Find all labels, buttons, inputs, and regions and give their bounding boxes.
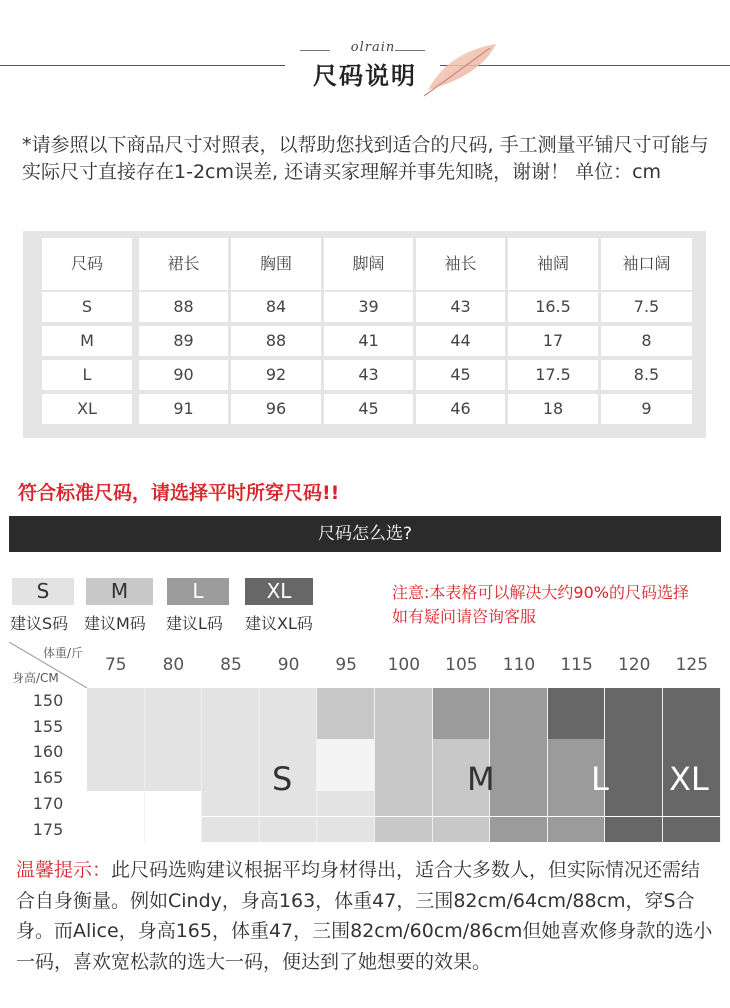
grid-cell <box>663 817 721 843</box>
page-title: 尺码说明 <box>313 62 417 90</box>
size-table-cell: 84 <box>231 292 321 322</box>
legend-swatch-m: M <box>86 578 153 605</box>
size-table-cell: 92 <box>231 360 321 390</box>
grid-zone-label-l: L <box>591 760 609 798</box>
grid-weight-header: 125 <box>675 655 709 675</box>
tip-label: 温馨提示： <box>16 859 112 881</box>
grid-cell <box>145 765 203 791</box>
grid-cell <box>87 791 145 817</box>
grid-zone-label-s: S <box>272 760 293 798</box>
grid-cell <box>260 714 318 740</box>
size-table-cell: 88 <box>231 326 321 356</box>
size-table-cell: M <box>42 326 132 356</box>
size-table-header-cell: 尺码 <box>42 238 132 290</box>
grid-cell <box>375 688 433 714</box>
grid-height-label: 175 <box>32 819 64 839</box>
grid-cell <box>87 714 145 740</box>
grid-cell <box>433 714 491 740</box>
size-table-cell: 9 <box>601 394 692 424</box>
grid-cell <box>375 791 433 817</box>
size-table-cell: 16.5 <box>508 292 598 322</box>
grid-cell <box>605 765 663 791</box>
size-table-cell: 89 <box>139 326 228 356</box>
grid-cell <box>548 817 606 843</box>
size-table-header-cell: 脚阔 <box>324 238 413 290</box>
grid-cell <box>375 817 433 843</box>
grid-weight-header: 105 <box>445 655 478 675</box>
grid-cell <box>375 714 433 740</box>
legend-label-l: 建议L码 <box>166 614 223 633</box>
size-guide-bar: 尺码怎么选? <box>9 516 721 552</box>
size-table-cell: 46 <box>416 394 505 424</box>
size-table-cell: 43 <box>416 292 505 322</box>
grid-cell <box>317 739 375 765</box>
grid-cell <box>663 714 721 740</box>
grid-cell <box>375 739 433 765</box>
grid-cell <box>87 765 145 791</box>
grid-cell <box>202 688 260 714</box>
grid-height-axis-label: 身高/CM <box>12 671 59 685</box>
size-table-cell: 17.5 <box>508 360 598 390</box>
grid-weight-header: 75 <box>104 655 127 675</box>
grid-cell <box>663 688 721 714</box>
size-table-cell: 7.5 <box>601 292 692 322</box>
grid-cell <box>87 739 145 765</box>
grid-cell <box>202 739 260 765</box>
grid-cell <box>145 739 203 765</box>
grid-cell <box>605 791 663 817</box>
size-table-header-cell: 胸围 <box>231 238 321 290</box>
notice-line-2: 如有疑问请咨询客服 <box>392 607 537 626</box>
size-table-cell: 17 <box>508 326 598 356</box>
feather-icon <box>420 38 500 98</box>
size-table-header-cell: 袖口阔 <box>601 238 692 290</box>
size-table-cell: S <box>42 292 132 322</box>
size-table-row <box>42 292 692 322</box>
size-table-cell: XL <box>42 394 132 424</box>
grid-cell <box>87 688 145 714</box>
brand-dash-left <box>300 50 330 51</box>
grid-cell <box>87 817 145 843</box>
grid-cell <box>605 688 663 714</box>
grid-weight-header: 80 <box>162 655 185 675</box>
size-table-cell: L <box>42 360 132 390</box>
grid-weight-header: 90 <box>277 655 300 675</box>
legend-label-m: 建议M码 <box>84 614 146 633</box>
grid-zone-label-m: M <box>467 760 495 798</box>
grid-cell <box>605 714 663 740</box>
size-table-cell: 44 <box>416 326 505 356</box>
legend-label-xl: 建议XL码 <box>245 614 313 633</box>
grid-cell <box>490 688 548 714</box>
grid-height-label: 170 <box>32 793 64 813</box>
size-table-cell: 18 <box>508 394 598 424</box>
grid-height-label: 150 <box>32 691 64 710</box>
grid-cell <box>202 817 260 843</box>
size-table-header-cell: 裙长 <box>139 238 228 290</box>
grid-weight-header: 120 <box>617 655 651 675</box>
size-recommendation-grid <box>9 642 721 842</box>
legend-label-s: 建议S码 <box>10 614 69 633</box>
grid-cell <box>317 791 375 817</box>
size-table-cell: 39 <box>324 292 413 322</box>
size-table-header <box>42 238 692 290</box>
grid-cell <box>375 765 433 791</box>
grid-cell <box>433 688 491 714</box>
size-table-cell: 8 <box>601 326 692 356</box>
grid-cell <box>202 714 260 740</box>
grid-cell <box>490 739 548 765</box>
grid-cell <box>490 765 548 791</box>
standard-size-note: 符合标准尺码，请选择平时所穿尺码!! <box>18 482 340 504</box>
tip-text: 此尺码选购建议根据平均身材得出，适合大多数人，但实际情况还需结合自身衡量。例如Cindy，身高163，体重47，三围82cm/64cm/88cm，穿S合身。而Alice，身高165，体重47，三围82cm/60cm/86cm但她喜欢修身款的选小一码，喜欢宽松款的选大一码，便达到了她想要的效果。 <box>16 859 713 973</box>
grid-cell <box>548 714 606 740</box>
legend-swatch-xl: XL <box>245 578 313 605</box>
grid-height-label: 155 <box>32 716 64 736</box>
size-table-cell: 8.5 <box>601 360 692 390</box>
notice-line-1: 注意:本表格可以解决大约90%的尺码选择 <box>392 583 689 602</box>
grid-zone-label-xl: XL <box>669 760 709 798</box>
legend-swatch-s: S <box>12 578 74 605</box>
grid-cell <box>202 791 260 817</box>
grid-corner <box>9 642 87 688</box>
size-table-row <box>42 394 692 424</box>
size-table-cell: 88 <box>139 292 228 322</box>
grid-cell <box>490 791 548 817</box>
header-divider-left <box>0 65 285 66</box>
grid-weight-header: 115 <box>560 655 593 675</box>
size-table-cell: 41 <box>324 326 413 356</box>
size-table-header-cell: 袖长 <box>416 238 505 290</box>
size-table-cell: 90 <box>139 360 228 390</box>
grid-cell <box>317 817 375 843</box>
grid-cell <box>202 765 260 791</box>
grid-cell <box>260 688 318 714</box>
grid-cell <box>145 791 203 817</box>
brand-logo: olrain <box>350 40 396 55</box>
size-table-cell: 45 <box>416 360 505 390</box>
grid-weight-header: 100 <box>387 655 421 675</box>
grid-cell <box>605 817 663 843</box>
intro-text: *请参照以下商品尺寸对照表，以帮助您找到适合的尺码, 手工测量平铺尺寸可能与实际尺寸直接存在1-2cm误差, 还请买家理解并事先知晓，谢谢！ 单位：cm <box>22 134 709 183</box>
size-table-header-cell: 袖阔 <box>508 238 598 290</box>
grid-cell <box>605 739 663 765</box>
grid-cell <box>145 817 203 843</box>
grid-cell <box>317 765 375 791</box>
size-table-row <box>42 360 692 390</box>
grid-cell <box>548 688 606 714</box>
grid-weight-header: 85 <box>220 655 242 675</box>
tip-paragraph <box>16 855 716 977</box>
size-table-cell: 91 <box>139 394 228 424</box>
size-table-cell: 43 <box>324 360 413 390</box>
grid-cell <box>433 817 491 843</box>
grid-cell <box>317 688 375 714</box>
size-table-cell: 96 <box>231 394 321 424</box>
grid-height-label: 160 <box>32 742 64 762</box>
grid-weight-header: 110 <box>502 655 536 675</box>
grid-cell <box>145 714 203 740</box>
grid-cell <box>145 688 203 714</box>
grid-height-label: 165 <box>32 768 64 788</box>
grid-cell <box>317 714 375 740</box>
size-table-row <box>42 326 692 356</box>
grid-cell <box>490 714 548 740</box>
size-table-cell: 45 <box>324 394 413 424</box>
grid-weight-axis-label: 体重/斤 <box>42 646 83 660</box>
grid-cell <box>260 817 318 843</box>
grid-cell <box>490 817 548 843</box>
grid-weight-header: 95 <box>335 655 357 675</box>
legend-swatch-l: L <box>167 578 229 605</box>
